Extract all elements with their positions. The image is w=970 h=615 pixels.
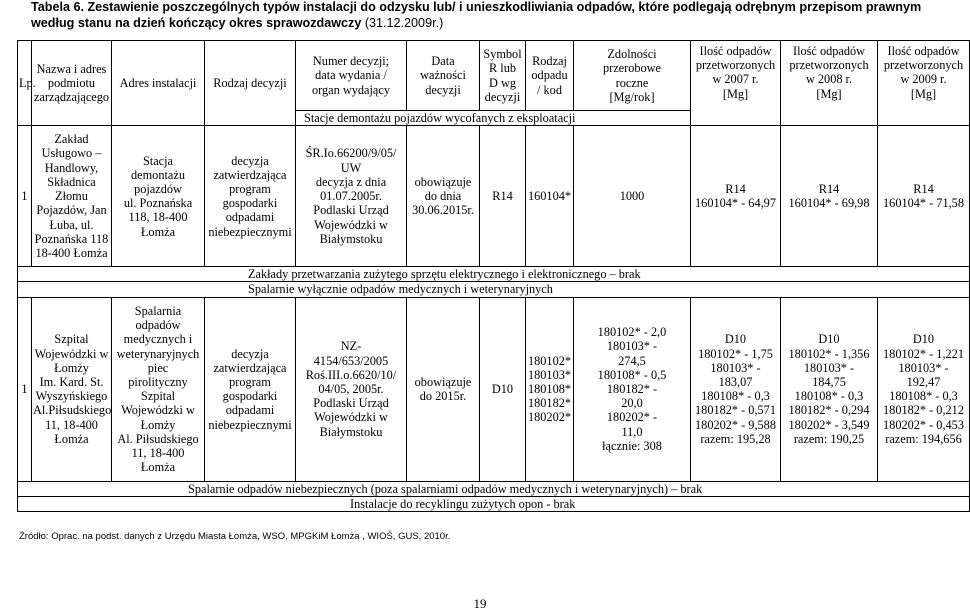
- text-line: 180103* -: [803, 360, 855, 375]
- text-line: do dnia: [424, 189, 462, 204]
- text-line: D wg: [489, 75, 516, 90]
- cell-waste-type: [526, 126, 574, 267]
- text-line: Szpital: [140, 389, 176, 404]
- text-line: 160104* - 69,98: [788, 196, 870, 211]
- section-medical: Spalarnie wyłącznie odpadów medycznych i weterynaryjnych: [18, 282, 970, 297]
- text-line: 180103* -: [898, 360, 949, 375]
- text-line: decyzja z dnia: [315, 174, 387, 189]
- text-line: Spalarnia: [134, 303, 182, 318]
- header-qty-2007: [691, 41, 781, 126]
- text-line: ważności: [420, 68, 466, 83]
- text-line: 180202* - 9,588: [695, 417, 776, 432]
- text-line: 180102*: [527, 353, 572, 368]
- text-line: w 2009 r.: [900, 72, 947, 87]
- text-line: pojazdów: [134, 182, 182, 196]
- text-line: 4154/653/2005: [313, 353, 389, 368]
- cell-entity: [32, 297, 112, 481]
- text-line: Ilość odpadów: [699, 44, 772, 58]
- text-line: 1000: [619, 189, 645, 204]
- text-line: 11, 18-400: [45, 417, 98, 432]
- text-line: NZ-: [340, 339, 362, 354]
- text-line: D10: [724, 332, 747, 347]
- text-line: razem: 195,28: [700, 431, 771, 446]
- text-line: / kod: [537, 82, 562, 97]
- text-line: Nazwa i adres: [36, 61, 107, 76]
- cell-capacity: [574, 126, 691, 267]
- header-validity: [407, 41, 480, 111]
- text-line: zatwierdzająca: [213, 360, 287, 375]
- text-line: Numer decyzji;: [312, 54, 390, 69]
- cell-qty-2008: [781, 126, 878, 267]
- cell-waste-type: [526, 297, 574, 481]
- text-line: w 2007 r.: [712, 72, 759, 87]
- text-line: niebezpiecznymi: [208, 417, 292, 432]
- text-line: Złomu: [55, 189, 88, 204]
- cell-address: [112, 126, 205, 267]
- text-line: 180108* - 0,3: [794, 389, 864, 404]
- text-line: Łomża: [140, 224, 176, 239]
- text-line: 11,0: [621, 424, 643, 439]
- text-line: 192,47: [906, 374, 941, 389]
- text-line: Ilość odpadów: [792, 44, 866, 58]
- text-line: w 2008 r.: [805, 72, 853, 87]
- text-line: program: [229, 374, 271, 389]
- text-line: Podlaski Urząd: [313, 203, 389, 218]
- cell-qty-2008: [781, 297, 878, 481]
- text-line: gospodarki: [222, 389, 278, 404]
- text-line: Zdolności: [607, 47, 657, 62]
- text-line: Data: [431, 54, 455, 69]
- text-line: Wyszyńskiego: [35, 389, 108, 404]
- text-line: odpadami: [225, 403, 275, 418]
- section-row-weee: [18, 267, 970, 282]
- cell-qty-2009: [878, 297, 970, 481]
- source-note: Źródło: Oprac. na podst. danych z Urzędu Miasta Łomża, WSO, MPGKiM Łomża , WIOŚ, GUS, 2010r.: [19, 531, 451, 542]
- text-line: [Mg]: [816, 86, 842, 101]
- text-line: Usługowo –: [41, 146, 102, 161]
- text-line: 160104* - 64,97: [695, 196, 776, 211]
- text-line: Wojewódzki w: [314, 410, 388, 425]
- text-line: łącznie: 308: [602, 438, 662, 453]
- text-line: pirolityczny: [128, 374, 188, 389]
- text-line: Pojazdów, Jan: [36, 203, 107, 218]
- text-line: D10: [912, 332, 935, 347]
- text-line: 180182* - 0,212: [883, 403, 964, 418]
- text-line: 180202*: [527, 410, 572, 425]
- header-row: [18, 41, 970, 111]
- text-line: R14: [492, 189, 513, 204]
- text-line: data wydania /: [315, 68, 387, 83]
- text-line: Składnica: [47, 174, 96, 189]
- text-line: Białymstoku: [319, 231, 383, 246]
- cell-validity: [407, 126, 480, 267]
- text-line: 01.07.2005r.: [320, 189, 382, 204]
- text-line: Łuba, ul.: [49, 217, 94, 232]
- cell-decision-type: [205, 297, 296, 481]
- text-line: Roś.III.o.6620/10/: [305, 367, 397, 382]
- text-line: 183,07: [718, 374, 753, 389]
- text-line: 180202* - 0,453: [883, 417, 964, 432]
- text-line: zatwierdzająca: [213, 167, 287, 182]
- section-row-medical: [18, 282, 970, 297]
- section-weee: Zakłady przetwarzania zużytego sprzętu elektrycznego i elektronicznego – brak: [18, 267, 970, 282]
- section-row-tires: [18, 496, 970, 511]
- text-line: 180182* -: [606, 382, 658, 396]
- header-entity: [32, 41, 112, 126]
- text-line: Stacja: [142, 153, 174, 168]
- text-line: [Mg]: [722, 86, 749, 101]
- text-line: 180103*: [527, 367, 572, 382]
- cell-lp: 1: [18, 297, 32, 481]
- text-line: 118, 18-400: [128, 210, 188, 225]
- text-line: D10: [818, 332, 840, 347]
- text-line: R lub: [489, 61, 516, 76]
- text-line: 18-400 Łomża: [35, 245, 108, 260]
- text-line: 180108* - 0,3: [889, 389, 958, 404]
- text-line: UW: [340, 160, 362, 175]
- text-line: ŚR.Io.66200/9/05/: [305, 146, 397, 161]
- text-line: 180182* - 0,294: [788, 403, 870, 418]
- cell-decision-type: [205, 126, 296, 267]
- text-line: Im. Kard. St.: [39, 374, 104, 389]
- text-line: przetworzonych: [695, 58, 776, 73]
- section-row-hazardous: [18, 481, 970, 496]
- text-line: Zakład: [54, 132, 89, 147]
- section-hazardous: Spalarnie odpadów niebezpiecznych (poza spalarniami odpadów medycznych i weterynaryjnych) – brak: [18, 481, 970, 496]
- text-line: R14: [725, 182, 746, 196]
- cell-qty-2007: [691, 297, 781, 481]
- text-line: organ wydający: [312, 82, 390, 97]
- cell-decision-number: [296, 297, 407, 481]
- text-line: demontażu: [131, 167, 185, 182]
- table-row: [18, 297, 970, 481]
- cell-decision-number: [296, 126, 407, 267]
- text-line: R14: [913, 182, 934, 196]
- header-capacity: [574, 41, 691, 111]
- table-caption: [31, 0, 956, 31]
- section-tires: Instalacje do recyklingu zużytych opon - brak: [18, 496, 970, 511]
- text-line: 180108* - 0,3: [701, 389, 770, 404]
- text-line: [Mg/rok]: [609, 89, 655, 104]
- table-row: [18, 126, 970, 267]
- text-line: odpadami: [225, 210, 275, 225]
- cell-symbol: [480, 297, 526, 481]
- text-line: 184,75: [812, 374, 846, 389]
- text-line: R14: [818, 182, 840, 196]
- text-line: przerobowe: [602, 61, 662, 76]
- text-line: weterynaryjnych: [116, 346, 200, 361]
- text-line: 180102* - 1,75: [698, 346, 773, 361]
- text-line: program: [229, 182, 271, 196]
- text-line: Wojewódzki w: [314, 217, 388, 232]
- text-line: Symbol: [483, 47, 522, 62]
- text-line: 180182*: [527, 396, 572, 411]
- text-line: roczne: [615, 75, 649, 90]
- cell-lp: 1: [18, 126, 32, 267]
- text-line: piec: [147, 360, 169, 375]
- text-line: Łomży: [140, 417, 176, 432]
- cell-qty-2007: [691, 126, 781, 267]
- text-line: Rodzaj: [532, 54, 567, 69]
- text-line: podmiotu: [47, 76, 96, 90]
- installations-table: [17, 40, 970, 512]
- text-line: 274,5: [618, 353, 646, 368]
- text-line: odpadów: [135, 318, 181, 333]
- text-line: Wojewódzki w: [34, 346, 109, 361]
- header-address: [112, 41, 205, 126]
- text-line: Łomża: [54, 431, 89, 446]
- text-line: obowiązuje: [414, 374, 472, 389]
- caption-label: Tabela 6.: [31, 0, 84, 14]
- header-lp: Lp.: [18, 41, 32, 126]
- text-line: do 2015r.: [419, 389, 467, 404]
- text-line: 180103* -: [606, 339, 658, 354]
- text-line: Łomży: [54, 360, 89, 375]
- text-line: decyzja: [231, 346, 269, 361]
- text-line: 180108*: [527, 382, 572, 396]
- text-line: przetworzonych: [789, 58, 869, 73]
- text-line: Białymstoku: [319, 424, 383, 439]
- text-line: 160104*: [527, 189, 572, 204]
- cell-validity: [407, 297, 480, 481]
- text-line: D10: [491, 382, 514, 396]
- text-line: 180202* - 3,549: [788, 417, 870, 432]
- text-line: 180102* - 2,0: [597, 325, 667, 340]
- header-decision-number: [296, 41, 407, 111]
- text-line: niebezpiecznymi: [208, 224, 292, 239]
- text-line: zarządzającego: [33, 90, 110, 105]
- text-line: 20,0: [621, 396, 643, 411]
- text-line: ul. Poznańska: [123, 196, 193, 211]
- text-line: Poznańska 118: [34, 231, 109, 246]
- text-line: 180108* - 0,5: [597, 367, 667, 382]
- text-line: odpadu: [531, 68, 568, 83]
- text-line: 180202* -: [606, 410, 658, 425]
- text-line: 11, 18-400: [131, 445, 185, 460]
- text-line: Szpital: [54, 332, 89, 347]
- text-line: 04/05, 2005r.: [318, 382, 384, 396]
- text-line: 180102* - 1,356: [788, 346, 870, 361]
- header-qty-2008: [781, 41, 878, 126]
- text-line: medycznych i: [123, 332, 193, 347]
- cell-capacity: [574, 297, 691, 481]
- text-line: Al.Piłsudskiego: [33, 403, 112, 418]
- section-dismantling: Stacje demontażu pojazdów wycofanych z eksploatacji: [296, 111, 691, 126]
- text-line: 180102* - 1,221: [883, 346, 964, 361]
- cell-address: [112, 297, 205, 481]
- caption-text: Zestawienie poszczególnych typów instalacji do odzysku lub/ i unieszkodliwiania odpadów, które podlegają odrębnym przepisom prawnym według stanu na dzień kończący okres sprawozdawczy: [31, 0, 922, 30]
- text-line: Podlaski Urząd: [313, 396, 389, 411]
- text-line: Wojewódzki w: [121, 403, 195, 418]
- text-line: gospodarki: [222, 196, 278, 211]
- text-line: 180103* -: [710, 360, 761, 375]
- header-decision-type: [205, 41, 296, 126]
- text-line: Handlowy,: [44, 160, 99, 175]
- header-waste-type: [526, 41, 574, 111]
- text-line: decyzji: [484, 89, 521, 104]
- text-line: 160104* - 71,58: [883, 196, 964, 211]
- text-line: obowiązuje: [414, 174, 472, 189]
- text-line: Łomża: [140, 460, 176, 475]
- cell-symbol: [480, 126, 526, 267]
- text-line: Al. Piłsudskiego: [117, 431, 199, 446]
- text-line: [Mg]: [910, 86, 937, 101]
- cell-entity: [32, 126, 112, 267]
- text-line: razem: 190,25: [793, 431, 865, 446]
- text-line: 30.06.2015r.: [412, 203, 474, 218]
- caption-date: (31.12.2009r.): [364, 15, 444, 30]
- header-qty-2009: [878, 41, 970, 126]
- text-line: 180182* - 0,571: [695, 403, 776, 418]
- page-number: 19: [473, 596, 487, 611]
- text-line: decyzji: [425, 82, 461, 97]
- text-line: przetworzonych: [883, 58, 964, 73]
- header-symbol: [480, 41, 526, 111]
- text-line: Rodzaj decyzji: [213, 76, 287, 90]
- text-line: decyzja: [231, 153, 269, 168]
- text-line: razem: 194,656: [885, 431, 962, 446]
- cell-qty-2009: [878, 126, 970, 267]
- text-line: Ilość odpadów: [887, 44, 960, 58]
- text-line: Adres instalacji: [119, 76, 197, 90]
